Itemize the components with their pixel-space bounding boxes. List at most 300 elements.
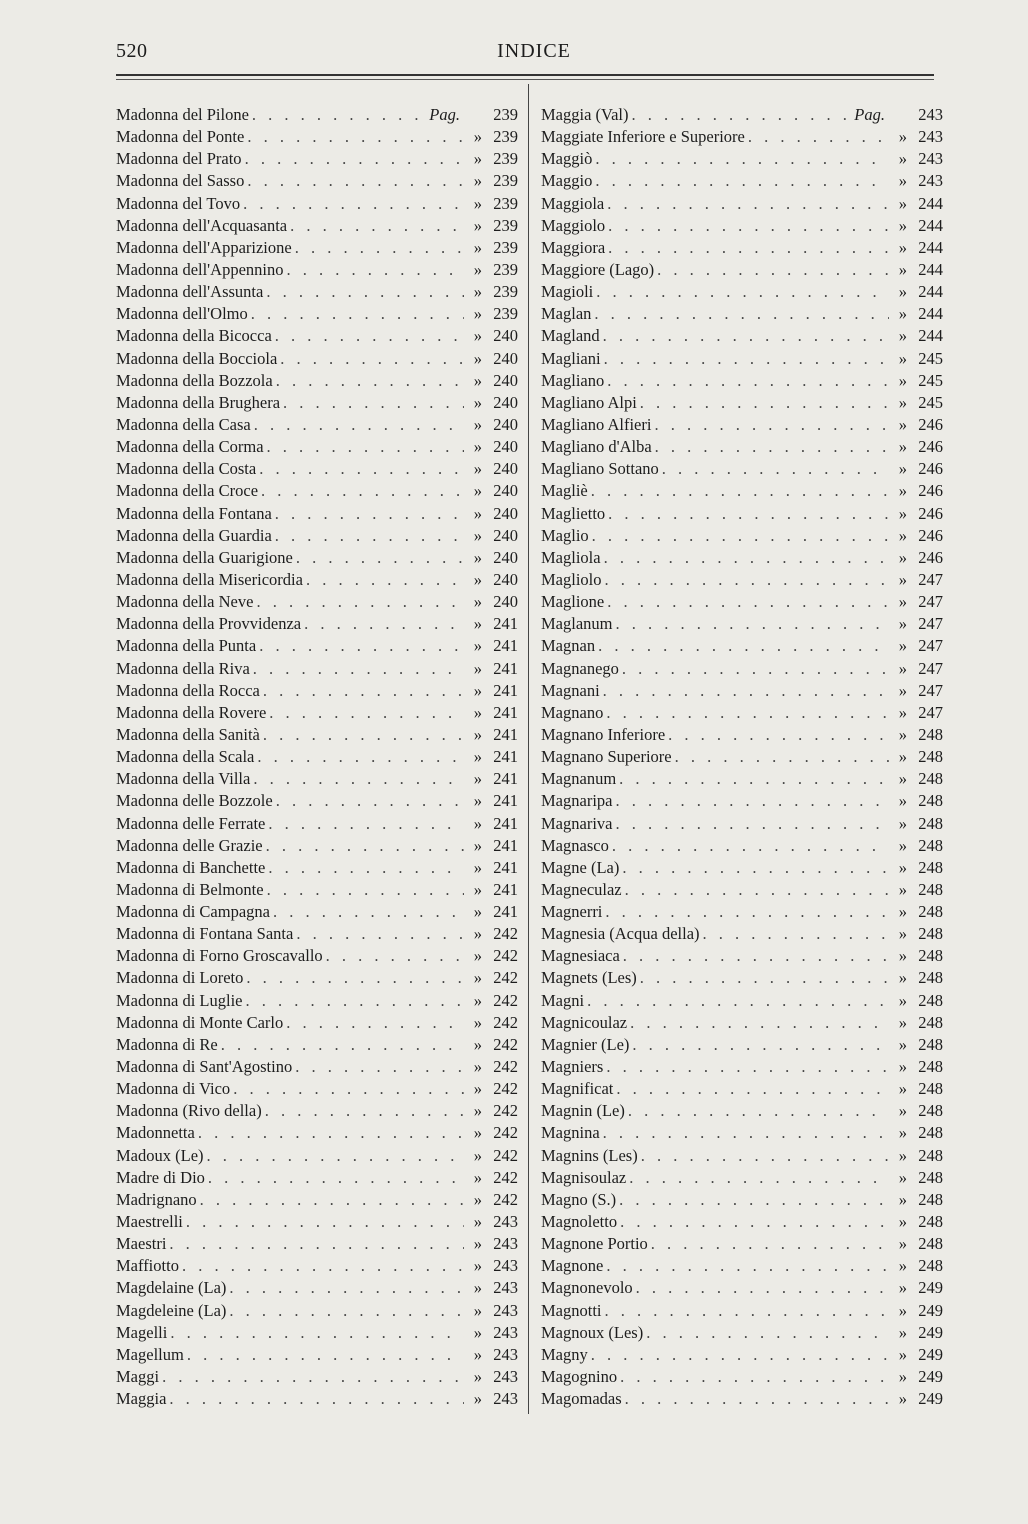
ditto-mark: » [473, 525, 482, 545]
entry-name: Madonna della Guardia [116, 525, 272, 545]
entry-page-number: 243 [493, 1300, 518, 1320]
entry-page-number: 248 [918, 835, 943, 855]
entry-page-number: 246 [918, 525, 943, 545]
entry-page-number: 247 [918, 569, 943, 589]
ditto-mark: » [473, 1189, 482, 1209]
index-entry [541, 126, 943, 148]
index-entry [541, 436, 943, 458]
index-entry [541, 990, 943, 1012]
ditto-mark: » [473, 282, 482, 302]
dot-leader [195, 1122, 464, 1144]
entry-page-number: 246 [918, 414, 943, 434]
entry-page-number: 240 [493, 459, 518, 479]
ditto-mark: » [473, 724, 482, 744]
dot-leader [600, 680, 889, 702]
dot-leader [745, 126, 889, 148]
entry-name: Madonna dell'Acquasanta [116, 215, 288, 235]
dot-leader [629, 1034, 889, 1056]
ditto-mark: » [898, 1344, 907, 1364]
ditto-mark: » [473, 813, 482, 833]
dot-leader [303, 569, 464, 591]
index-entry [541, 215, 943, 237]
index-entry [541, 392, 943, 414]
dot-leader [622, 879, 889, 901]
index-entry [541, 1012, 943, 1034]
ditto-mark: » [473, 392, 482, 412]
entry-name: Magnanego [541, 658, 619, 678]
dot-leader [600, 325, 889, 347]
entry-name: Magnano Superiore [541, 747, 672, 767]
index-entry [116, 104, 518, 126]
index-entry [116, 768, 518, 790]
ditto-mark: » [898, 481, 907, 501]
index-entry [116, 1034, 518, 1056]
index-entry [541, 1100, 943, 1122]
dot-leader [265, 857, 464, 879]
index-entry [541, 1277, 943, 1299]
dot-leader [605, 237, 889, 259]
dot-leader [700, 923, 889, 945]
ditto-mark: » [473, 1278, 482, 1298]
entry-name: Madonna del Ponte [116, 127, 245, 147]
entry-page-number: 248 [918, 1234, 943, 1254]
dot-leader [283, 259, 464, 281]
entry-name: Madonna della Fontana [116, 503, 272, 523]
entry-name: Madonna (Rivo della) [116, 1101, 262, 1121]
index-entry [116, 901, 518, 923]
dot-leader [167, 1322, 464, 1344]
ditto-mark: » [898, 747, 907, 767]
entry-name: Madonna della Rocca [116, 680, 260, 700]
index-entry [541, 790, 943, 812]
index-entry [541, 1167, 943, 1189]
dot-leader [244, 126, 464, 148]
index-entry [541, 303, 943, 325]
ditto-mark: » [898, 259, 907, 279]
ditto-mark: » [898, 348, 907, 368]
dot-leader [584, 990, 889, 1012]
ditto-mark: » [473, 614, 482, 634]
entry-page-number: 239 [493, 237, 518, 257]
entry-name: Madonnetta [116, 1123, 195, 1143]
entry-name: Magnanum [541, 769, 617, 789]
entry-name: Maglio [541, 525, 589, 545]
index-entry [116, 259, 518, 281]
dot-leader [258, 480, 464, 502]
dot-leader [266, 702, 464, 724]
ditto-mark: » [473, 304, 482, 324]
ditto-mark: » [898, 1012, 907, 1032]
ditto-mark: » [898, 171, 907, 191]
index-entry [116, 547, 518, 569]
index-entry [116, 613, 518, 635]
entry-page-number: 239 [493, 304, 518, 324]
entry-name: Magnina [541, 1123, 600, 1143]
dot-leader [272, 525, 464, 547]
entry-name: Magnisoulaz [541, 1167, 627, 1187]
entry-page-number: 246 [918, 437, 943, 457]
entry-page-number: 247 [918, 702, 943, 722]
dot-leader [197, 1189, 464, 1211]
entry-page-number: 248 [918, 879, 943, 899]
dot-leader [633, 1277, 889, 1299]
dot-leader [273, 370, 464, 392]
index-entry [541, 967, 943, 989]
ditto-mark: » [473, 193, 482, 213]
index-column-right [541, 104, 943, 1410]
dot-leader [264, 879, 464, 901]
index-entry [116, 1012, 518, 1034]
entry-page-number: 242 [493, 1167, 518, 1187]
dot-leader [184, 1344, 464, 1366]
entry-page-number: 243 [493, 1256, 518, 1276]
entry-name: Magnotti [541, 1300, 602, 1320]
entry-name: Magnone Portio [541, 1234, 648, 1254]
entry-page-number: 249 [918, 1278, 943, 1298]
dot-leader [605, 215, 889, 237]
index-entry [116, 525, 518, 547]
entry-page-number: 248 [918, 769, 943, 789]
entry-name: Magnonevolo [541, 1278, 633, 1298]
dot-leader [179, 1255, 464, 1277]
dot-leader [604, 591, 889, 613]
dot-leader [602, 1300, 890, 1322]
dot-leader [593, 281, 889, 303]
index-entry [541, 1078, 943, 1100]
dot-leader [613, 1078, 889, 1100]
index-entry [541, 193, 943, 215]
ditto-mark: » [473, 547, 482, 567]
ditto-mark: » [898, 503, 907, 523]
entry-name: Magdeleine (La) [116, 1300, 227, 1320]
entry-name: Madonna delle Ferrate [116, 813, 266, 833]
ditto-mark: » [473, 414, 482, 434]
entry-page-number: 243 [918, 105, 943, 124]
entry-page-number: 246 [918, 547, 943, 567]
entry-page-number: 248 [918, 791, 943, 811]
entry-page-number: 240 [493, 326, 518, 346]
index-entry [116, 237, 518, 259]
entry-name: Magnoux (Les) [541, 1322, 644, 1342]
entry-name: Maestri [116, 1234, 167, 1254]
entry-page-number: 248 [918, 990, 943, 1010]
ditto-mark: » [898, 592, 907, 612]
entry-page-number: 241 [493, 658, 518, 678]
entry-page-number: 249 [918, 1322, 943, 1342]
entry-page-number: 243 [918, 171, 943, 191]
entry-page-number: 243 [918, 149, 943, 169]
dot-leader [218, 1034, 464, 1056]
ditto-mark: » [473, 503, 482, 523]
dot-leader [263, 281, 464, 303]
index-entry [116, 215, 518, 237]
dot-leader [273, 790, 464, 812]
entry-page-number: 244 [918, 215, 943, 235]
dot-leader [249, 104, 429, 126]
dot-leader [603, 1056, 889, 1078]
ditto-mark: » [473, 702, 482, 722]
dot-leader [240, 193, 464, 215]
entry-page-number: 241 [493, 769, 518, 789]
index-entry [541, 658, 943, 680]
ditto-mark: » [898, 813, 907, 833]
entry-name: Madonna delle Grazie [116, 835, 263, 855]
index-entry [541, 525, 943, 547]
ditto-mark: » [473, 1101, 482, 1121]
entry-name: Maglietto [541, 503, 606, 523]
entry-name: Maglan [541, 304, 592, 324]
entry-page-number: 243 [493, 1234, 518, 1254]
dot-leader [250, 768, 464, 790]
entry-page-number: 248 [918, 857, 943, 877]
ditto-mark: » [898, 1300, 907, 1320]
dot-leader [243, 967, 464, 989]
index-entry [541, 613, 943, 635]
ditto-mark: » [898, 968, 907, 988]
dot-leader [254, 746, 464, 768]
index-entry [541, 835, 943, 857]
entry-name: Maggiola [541, 193, 605, 213]
dot-leader [292, 237, 464, 259]
ditto-mark: » [898, 1212, 907, 1232]
index-entry [116, 1388, 518, 1410]
entry-name: Magnani [541, 680, 600, 700]
ditto-mark: » [898, 658, 907, 678]
ditto-mark: » [898, 459, 907, 479]
entry-page-number: 248 [918, 1256, 943, 1276]
pag-label: Pag. [429, 105, 460, 124]
ditto-mark: » [473, 1167, 482, 1187]
index-entry [116, 990, 518, 1012]
entry-name: Magliani [541, 348, 601, 368]
entry-name: Madre di Dio [116, 1167, 205, 1187]
ditto-mark: » [473, 636, 482, 656]
entry-name: Madonna della Bocciola [116, 348, 278, 368]
entry-name: Madonna di Loreto [116, 968, 244, 988]
entry-page-number: 247 [918, 680, 943, 700]
index-entry [116, 1366, 518, 1388]
entry-page-number: 240 [493, 437, 518, 457]
dot-leader [602, 569, 890, 591]
entry-page-number: 241 [493, 835, 518, 855]
ditto-mark: » [898, 237, 907, 257]
dot-leader [256, 458, 464, 480]
dot-leader [659, 458, 889, 480]
ditto-mark: » [898, 924, 907, 944]
entry-page-number: 241 [493, 636, 518, 656]
entry-name: Maggi [116, 1367, 160, 1387]
dot-leader [637, 967, 889, 989]
index-entry [541, 591, 943, 613]
dot-leader [637, 392, 889, 414]
ditto-mark: » [898, 1167, 907, 1187]
index-entry [116, 790, 518, 812]
pag-label: Pag. [854, 105, 885, 124]
ditto-mark: » [898, 304, 907, 324]
ditto-mark: » [898, 614, 907, 634]
entry-page-number: 248 [918, 813, 943, 833]
dot-leader [280, 392, 464, 414]
ditto-mark: » [473, 857, 482, 877]
entry-page-number: 242 [493, 1012, 518, 1032]
ditto-mark: » [898, 769, 907, 789]
index-entry [541, 237, 943, 259]
index-entry [116, 1211, 518, 1233]
index-entry [116, 503, 518, 525]
index-entry [116, 303, 518, 325]
dot-leader [629, 104, 855, 126]
dot-leader [665, 724, 889, 746]
entry-page-number: 245 [918, 348, 943, 368]
entry-name: Maggio [541, 171, 593, 191]
dot-leader [251, 414, 464, 436]
ditto-mark: » [473, 1079, 482, 1099]
entry-name: Madonna della Neve [116, 592, 254, 612]
entry-name: Madonna delle Bozzole [116, 791, 273, 811]
ditto-mark: » [898, 193, 907, 213]
ditto-mark: » [473, 237, 482, 257]
dot-leader [588, 1344, 889, 1366]
index-entry [541, 635, 943, 657]
dot-leader [609, 835, 889, 857]
index-entry [541, 1034, 943, 1056]
entry-page-number: 241 [493, 614, 518, 634]
dot-leader [226, 1277, 464, 1299]
ditto-mark: » [898, 326, 907, 346]
entry-page-number: 244 [918, 259, 943, 279]
entry-name: Madonna dell'Apparizione [116, 237, 292, 257]
entry-page-number: 240 [493, 481, 518, 501]
ditto-mark: » [473, 1012, 482, 1032]
entry-page-number: 242 [493, 1123, 518, 1143]
dot-leader [602, 901, 889, 923]
entry-page-number: 248 [918, 924, 943, 944]
dot-leader [293, 923, 464, 945]
ditto-mark: » [898, 414, 907, 434]
dot-leader [592, 148, 889, 170]
ditto-mark: » [898, 1079, 907, 1099]
index-entry [541, 746, 943, 768]
entry-name: Magellum [116, 1344, 184, 1364]
ditto-mark: » [473, 127, 482, 147]
entry-page-number: 239 [493, 149, 518, 169]
entry-name: Maggia (Val) [541, 105, 629, 124]
index-entry [541, 813, 943, 835]
ditto-mark: » [898, 215, 907, 235]
ditto-mark: » [473, 990, 482, 1010]
ditto-mark: » [898, 902, 907, 922]
ditto-mark: » [898, 1367, 907, 1387]
ditto-mark: » [898, 1034, 907, 1054]
entry-page-number: 239 [493, 127, 518, 147]
entry-page-number: 245 [918, 370, 943, 390]
index-entry [541, 702, 943, 724]
ditto-mark: » [898, 1057, 907, 1077]
index-entry [116, 658, 518, 680]
ditto-mark: » [473, 215, 482, 235]
ditto-mark: » [898, 1234, 907, 1254]
ditto-mark: » [898, 724, 907, 744]
ditto-mark: » [473, 1123, 482, 1143]
index-entry [541, 1366, 943, 1388]
dot-leader [244, 170, 464, 192]
dot-leader [270, 901, 464, 923]
entry-name: Madonna di Luglie [116, 990, 243, 1010]
dot-leader [619, 658, 889, 680]
ditto-mark: » [473, 680, 482, 700]
entry-name: Madonna del Sasso [116, 171, 245, 191]
entry-name: Maggiore (Lago) [541, 259, 655, 279]
entry-page-number: 249 [918, 1344, 943, 1364]
ditto-mark: » [898, 835, 907, 855]
index-entry [116, 126, 518, 148]
dot-leader [301, 613, 464, 635]
entry-page-number: 243 [918, 127, 943, 147]
index-entry [116, 414, 518, 436]
dot-leader [248, 303, 464, 325]
entry-page-number: 247 [918, 592, 943, 612]
entry-name: Maglanum [541, 614, 613, 634]
index-entry [541, 1255, 943, 1277]
entry-name: Magliano Alfieri [541, 414, 652, 434]
entry-page-number: 244 [918, 326, 943, 346]
entry-name: Magnificat [541, 1079, 614, 1099]
entry-name: Magland [541, 326, 600, 346]
index-entry [541, 569, 943, 591]
index-entry [116, 746, 518, 768]
index-column-left [116, 104, 518, 1410]
index-entry [116, 1145, 518, 1167]
ditto-mark: » [473, 1389, 482, 1409]
entry-page-number: 240 [493, 414, 518, 434]
index-entry [541, 1344, 943, 1366]
dot-leader [604, 193, 889, 215]
index-entry [116, 702, 518, 724]
entry-name: Magomadas [541, 1389, 622, 1409]
ditto-mark: » [898, 857, 907, 877]
index-entry [541, 281, 943, 303]
entry-page-number: 248 [918, 1189, 943, 1209]
ditto-mark: » [898, 680, 907, 700]
index-entry [116, 1167, 518, 1189]
entry-name: Magelli [116, 1322, 168, 1342]
entry-name: Magdelaine (La) [116, 1278, 227, 1298]
entry-page-number: 248 [918, 1012, 943, 1032]
dot-leader [166, 1233, 464, 1255]
entry-page-number: 248 [918, 1123, 943, 1143]
entry-name: Madonna di Monte Carlo [116, 1012, 284, 1032]
entry-page-number: 244 [918, 193, 943, 213]
index-entry [541, 680, 943, 702]
entry-name: Magnasco [541, 835, 609, 855]
dot-leader [617, 1366, 889, 1388]
ditto-mark: » [473, 1212, 482, 1232]
dot-leader [616, 768, 889, 790]
index-entry [541, 325, 943, 347]
ditto-mark: » [473, 879, 482, 899]
entry-name: Maggia [116, 1389, 167, 1409]
ditto-mark: » [473, 902, 482, 922]
entry-name: Magnone [541, 1256, 604, 1276]
entry-page-number: 243 [493, 1367, 518, 1387]
entry-name: Magnesia (Acqua della) [541, 924, 700, 944]
ditto-mark: » [473, 459, 482, 479]
index-entry [116, 1100, 518, 1122]
index-entry [541, 170, 943, 192]
ditto-mark: » [898, 127, 907, 147]
entry-name: Magliano d'Alba [541, 437, 652, 457]
index-entry [541, 879, 943, 901]
